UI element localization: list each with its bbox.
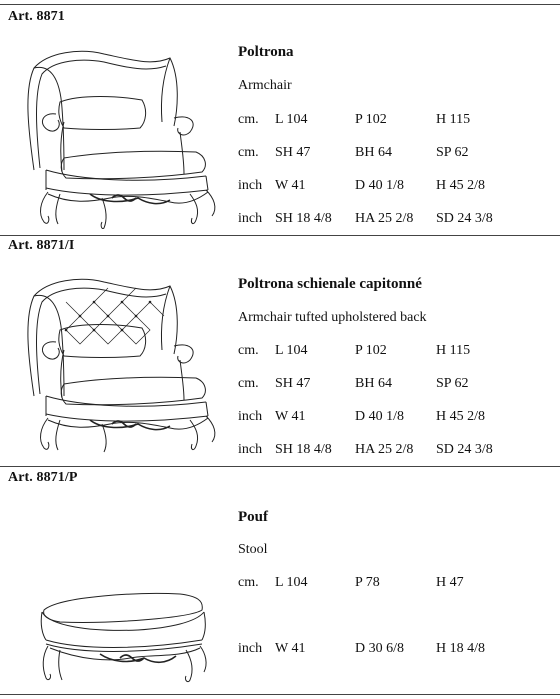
product-title: Poltrona schienale capitonné — [238, 276, 422, 292]
unit: inch — [238, 442, 263, 457]
product-title: Poltrona — [238, 44, 294, 60]
article-code: Art. 8871 — [8, 9, 65, 24]
dimension-value: H 18 4/8 — [436, 641, 485, 656]
dimension-value: L 104 — [275, 575, 308, 590]
dimension-value: H 47 — [436, 575, 464, 590]
dimension-value: D 40 1/8 — [355, 178, 404, 193]
article-code: Art. 8871/P — [8, 470, 78, 485]
dimension-value: L 104 — [275, 343, 308, 358]
dimension-value: H 115 — [436, 112, 471, 127]
dimension-row — [238, 211, 538, 231]
product-title: Pouf — [238, 509, 268, 525]
armchair-drawing — [20, 38, 220, 230]
dimension-row — [238, 409, 538, 429]
product-subtitle: Armchair — [238, 78, 292, 93]
dimension-value: D 30 6/8 — [355, 641, 404, 656]
dimension-row — [238, 442, 538, 462]
unit: inch — [238, 641, 263, 656]
article-code: Art. 8871/I — [8, 238, 75, 253]
section-rule — [0, 235, 560, 236]
dimension-value: BH 64 — [355, 376, 392, 391]
dimension-value: HA 25 2/8 — [355, 442, 414, 457]
dimension-value: H 115 — [436, 343, 471, 358]
dimension-value: W 41 — [275, 409, 306, 424]
unit: cm. — [238, 145, 259, 160]
unit: inch — [238, 211, 263, 226]
bottom-rule — [0, 694, 560, 695]
dimension-value: P 102 — [355, 343, 387, 358]
dimension-value: SH 47 — [275, 376, 311, 391]
dimension-value: P 78 — [355, 575, 380, 590]
dimension-row — [238, 112, 538, 132]
dimension-value: SD 24 3/8 — [436, 211, 493, 226]
dimension-value: H 45 2/8 — [436, 178, 485, 193]
product-subtitle: Stool — [238, 542, 268, 557]
dimension-row — [238, 178, 538, 198]
dimension-value: SP 62 — [436, 376, 469, 391]
dimension-value: SH 47 — [275, 145, 311, 160]
unit: cm. — [238, 575, 259, 590]
stool-drawing — [20, 588, 220, 688]
dimension-row — [238, 575, 538, 595]
dimension-row — [238, 343, 538, 363]
dimension-value: H 45 2/8 — [436, 409, 485, 424]
unit: cm. — [238, 376, 259, 391]
dimension-value: HA 25 2/8 — [355, 211, 414, 226]
dimension-value: W 41 — [275, 178, 306, 193]
unit: inch — [238, 178, 263, 193]
dimension-row — [238, 641, 538, 661]
unit: cm. — [238, 343, 259, 358]
dimension-value: L 104 — [275, 112, 308, 127]
dimension-row — [238, 376, 538, 396]
dimension-value: BH 64 — [355, 145, 392, 160]
section-rule — [0, 466, 560, 467]
dimension-value: SH 18 4/8 — [275, 211, 332, 226]
dimension-value: SH 18 4/8 — [275, 442, 332, 457]
dimension-row — [238, 145, 538, 165]
dimension-value: SP 62 — [436, 145, 469, 160]
unit: cm. — [238, 112, 259, 127]
dimension-value: SD 24 3/8 — [436, 442, 493, 457]
top-rule — [0, 4, 560, 5]
unit: inch — [238, 409, 263, 424]
product-subtitle: Armchair tufted upholstered back — [238, 310, 427, 325]
dimension-value: W 41 — [275, 641, 306, 656]
dimension-value: P 102 — [355, 112, 387, 127]
tufted-armchair-drawing — [20, 268, 220, 454]
dimension-value: D 40 1/8 — [355, 409, 404, 424]
